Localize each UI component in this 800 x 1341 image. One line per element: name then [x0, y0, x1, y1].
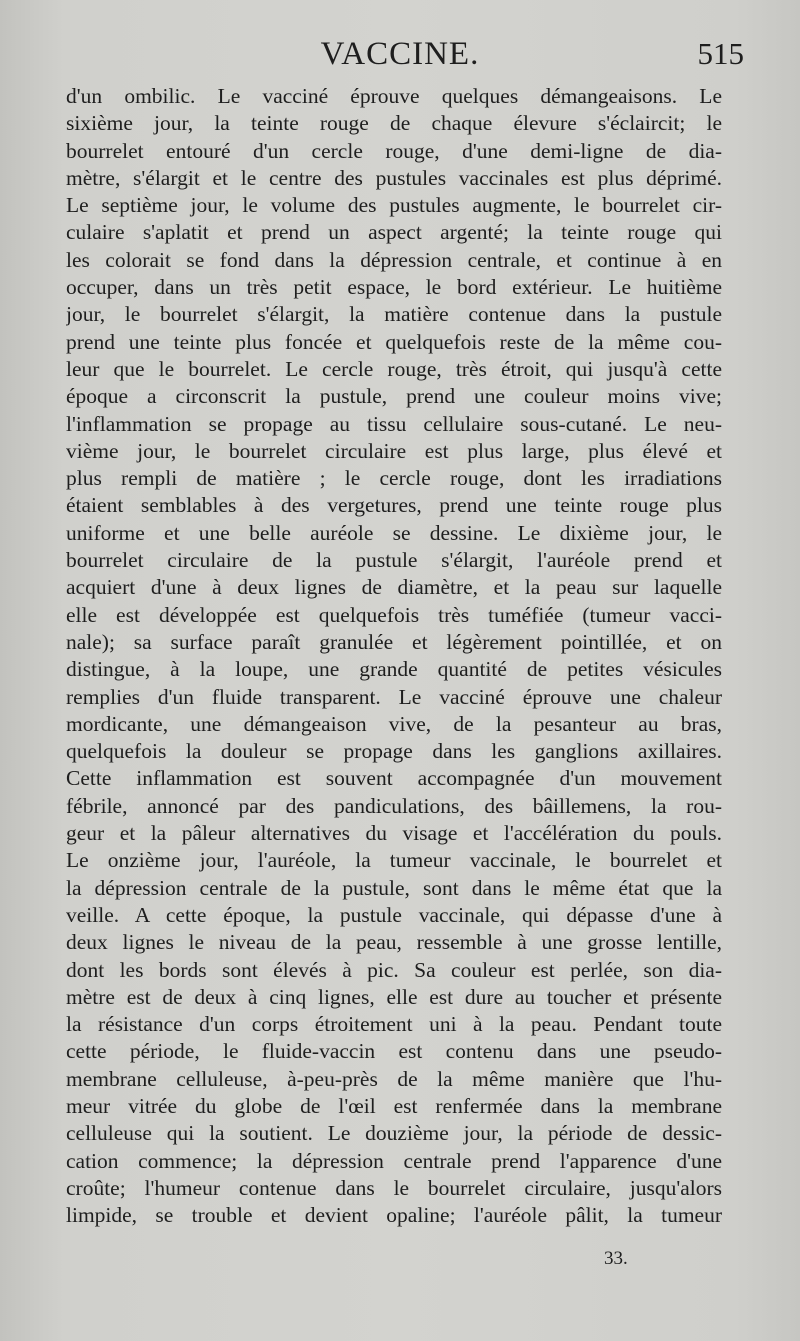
text-line: nale); sa surface paraît granulée et légèrement pointillée, et on [66, 629, 722, 654]
body-text [66, 83, 722, 1229]
text-line: mètre, s'élargit et le centre des pustules vaccinales est plus déprimé. [66, 165, 722, 190]
text-line: d'un ombilic. Le vacciné éprouve quelques démangeaisons. Le [66, 84, 722, 108]
text-line: remplies d'un fluide transparent. Le vacciné éprouve une chaleur [66, 684, 722, 709]
text-line: geur et la pâleur alternatives du visage et l'accélération du pouls. [66, 821, 722, 846]
text-line: époque a circonscrit la pustule, prend une couleur moins vive; [66, 384, 722, 409]
text-line: croûte; l'humeur contenue dans le bourrelet circulaire, jusqu'alors [66, 1175, 722, 1200]
running-title: VACCINE. [320, 36, 480, 72]
text-line: les colorait se fond dans la dépression centrale, et continue à en [66, 247, 722, 272]
text-line: la dépression centrale de la pustule, sont dans le même état que la [66, 875, 722, 900]
signature-mark: 33. [604, 1248, 628, 1269]
text-line: Le onzième jour, l'auréole, la tumeur vaccinale, le bourrelet et [66, 848, 722, 873]
text-line: leur que le bourrelet. Le cercle rouge, très étroit, qui jusqu'à cette [66, 356, 722, 381]
text-line: culaire s'aplatit et prend un aspect argenté; la teinte rouge qui [66, 220, 722, 245]
text-line: veille. A cette époque, la pustule vaccinale, qui dépasse d'une à [66, 902, 722, 927]
text-line: quelquefois la douleur se propage dans les ganglions axillaires. [66, 739, 722, 764]
text-line: deux lignes le niveau de la peau, ressemble à une grosse lentille, [66, 930, 722, 955]
text-line: uniforme et une belle auréole se dessine. Le dixième jour, le [66, 520, 722, 545]
text-line: dont les bords sont élevés à pic. Sa couleur est perlée, son dia- [66, 957, 722, 982]
text-line: membrane celluleuse, à-peu-près de la même manière que l'hu- [66, 1066, 722, 1091]
text-line: prend une teinte plus foncée et quelquefois reste de la même cou- [66, 329, 722, 354]
text-line: cette période, le fluide-vaccin est contenu dans une pseudo- [66, 1039, 722, 1064]
text-line: Le septième jour, le volume des pustules augmente, le bourrelet cir- [66, 193, 722, 218]
text-line: mordicante, une démangeaison vive, de la pesanteur au bras, [66, 711, 722, 736]
text-line: bourrelet circulaire de la pustule s'élargit, l'auréole prend et [66, 548, 722, 573]
page-number: 515 [697, 36, 744, 71]
text-line: celluleuse qui la soutient. Le douzième jour, la période de dessic- [66, 1121, 722, 1146]
text-line: acquiert d'une à deux lignes de diamètre, et la peau sur laquelle [66, 575, 722, 600]
text-line: Cette inflammation est souvent accompagnée d'un mouvement [66, 766, 722, 791]
text-line: distingue, à la loupe, une grande quantité de petites vésicules [66, 657, 722, 682]
text-line: jour, le bourrelet s'élargit, la matière contenue dans la pustule [66, 302, 722, 327]
text-line: bourrelet entouré d'un cercle rouge, d'une demi-ligne de dia- [66, 138, 722, 163]
text-line: vième jour, le bourrelet circulaire est plus large, plus élevé et [66, 438, 722, 463]
text-line: sixième jour, la teinte rouge de chaque élevure s'éclaircit; le [66, 111, 722, 136]
text-line: meur vitrée du globe de l'œil est renfermée dans la membrane [66, 1093, 722, 1118]
text-line: limpide, se trouble et devient opaline; l'auréole pâlit, la tumeur [66, 1203, 722, 1228]
text-line: plus rempli de matière ; le cercle rouge, dont les irradiations [66, 466, 722, 491]
text-line: la résistance d'un corps étroitement uni à la peau. Pendant toute [66, 1012, 722, 1037]
text-line: mètre est de deux à cinq lignes, elle est dure au toucher et présente [66, 984, 722, 1009]
text-line: fébrile, annoncé par des pandiculations, des bâillemens, la rou- [66, 793, 722, 818]
page-header [0, 36, 800, 76]
text-line: elle est développée est quelquefois très tuméfiée (tumeur vacci- [66, 602, 722, 627]
text-line: occuper, dans un très petit espace, le bord extérieur. Le huitième [66, 275, 722, 300]
text-line: cation commence; la dépression centrale prend l'apparence d'une [66, 1148, 722, 1173]
text-line: l'inflammation se propage au tissu cellulaire sous-cutané. Le neu- [66, 411, 722, 436]
text-line: étaient semblables à des vergetures, prend une teinte rouge plus [66, 493, 722, 518]
